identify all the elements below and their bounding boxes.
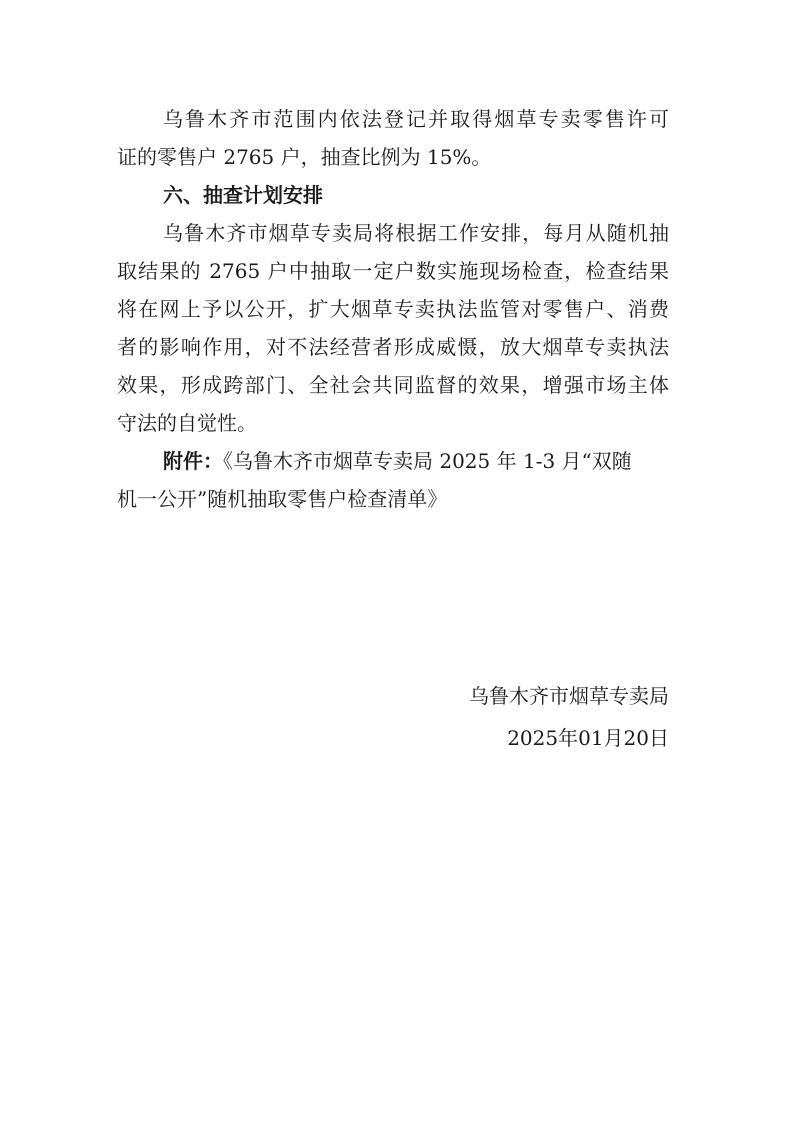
section-six-paragraph-line-6: 守法的自觉性。 [117, 411, 257, 435]
section-six-heading: 六、抽查计划安排 [163, 183, 323, 207]
attachment-line-2: 机一公开”随机抽取零售户检查清单》 [117, 487, 448, 511]
signature-date: 2025年01月20日 [507, 726, 669, 750]
attachment-line-1 [163, 447, 669, 475]
section-six-paragraph-line-4: 者的影响作用，对不法经营者形成威慑，放大烟草专卖执法 [117, 335, 669, 359]
section-six-paragraph-line-1: 乌鲁木齐市烟草专卖局将根据工作安排，每月从随机抽 [163, 221, 669, 245]
section-six-paragraph-line-3: 将在网上予以公开，扩大烟草专卖执法监管对零售户、消费 [117, 297, 669, 321]
signature-organization: 乌鲁木齐市烟草专卖局 [469, 684, 669, 708]
section-six-paragraph-line-5: 效果，形成跨部门、全社会共同监督的效果，增强市场主体 [117, 373, 669, 397]
section-five-paragraph-line-1: 乌鲁木齐市范围内依法登记并取得烟草专卖零售许可 [163, 107, 669, 131]
section-five-paragraph-line-2: 证的零售户 2765 户，抽查比例为 15%。 [117, 145, 492, 169]
attachment-title-part-1: 《乌鲁木齐市烟草专卖局 2025 年 1-3 月“双随 [223, 449, 632, 473]
attachment-label: 附件： [163, 449, 223, 473]
section-six-paragraph-line-2: 取结果的 2765 户中抽取一定户数实施现场检查，检查结果 [117, 259, 669, 283]
